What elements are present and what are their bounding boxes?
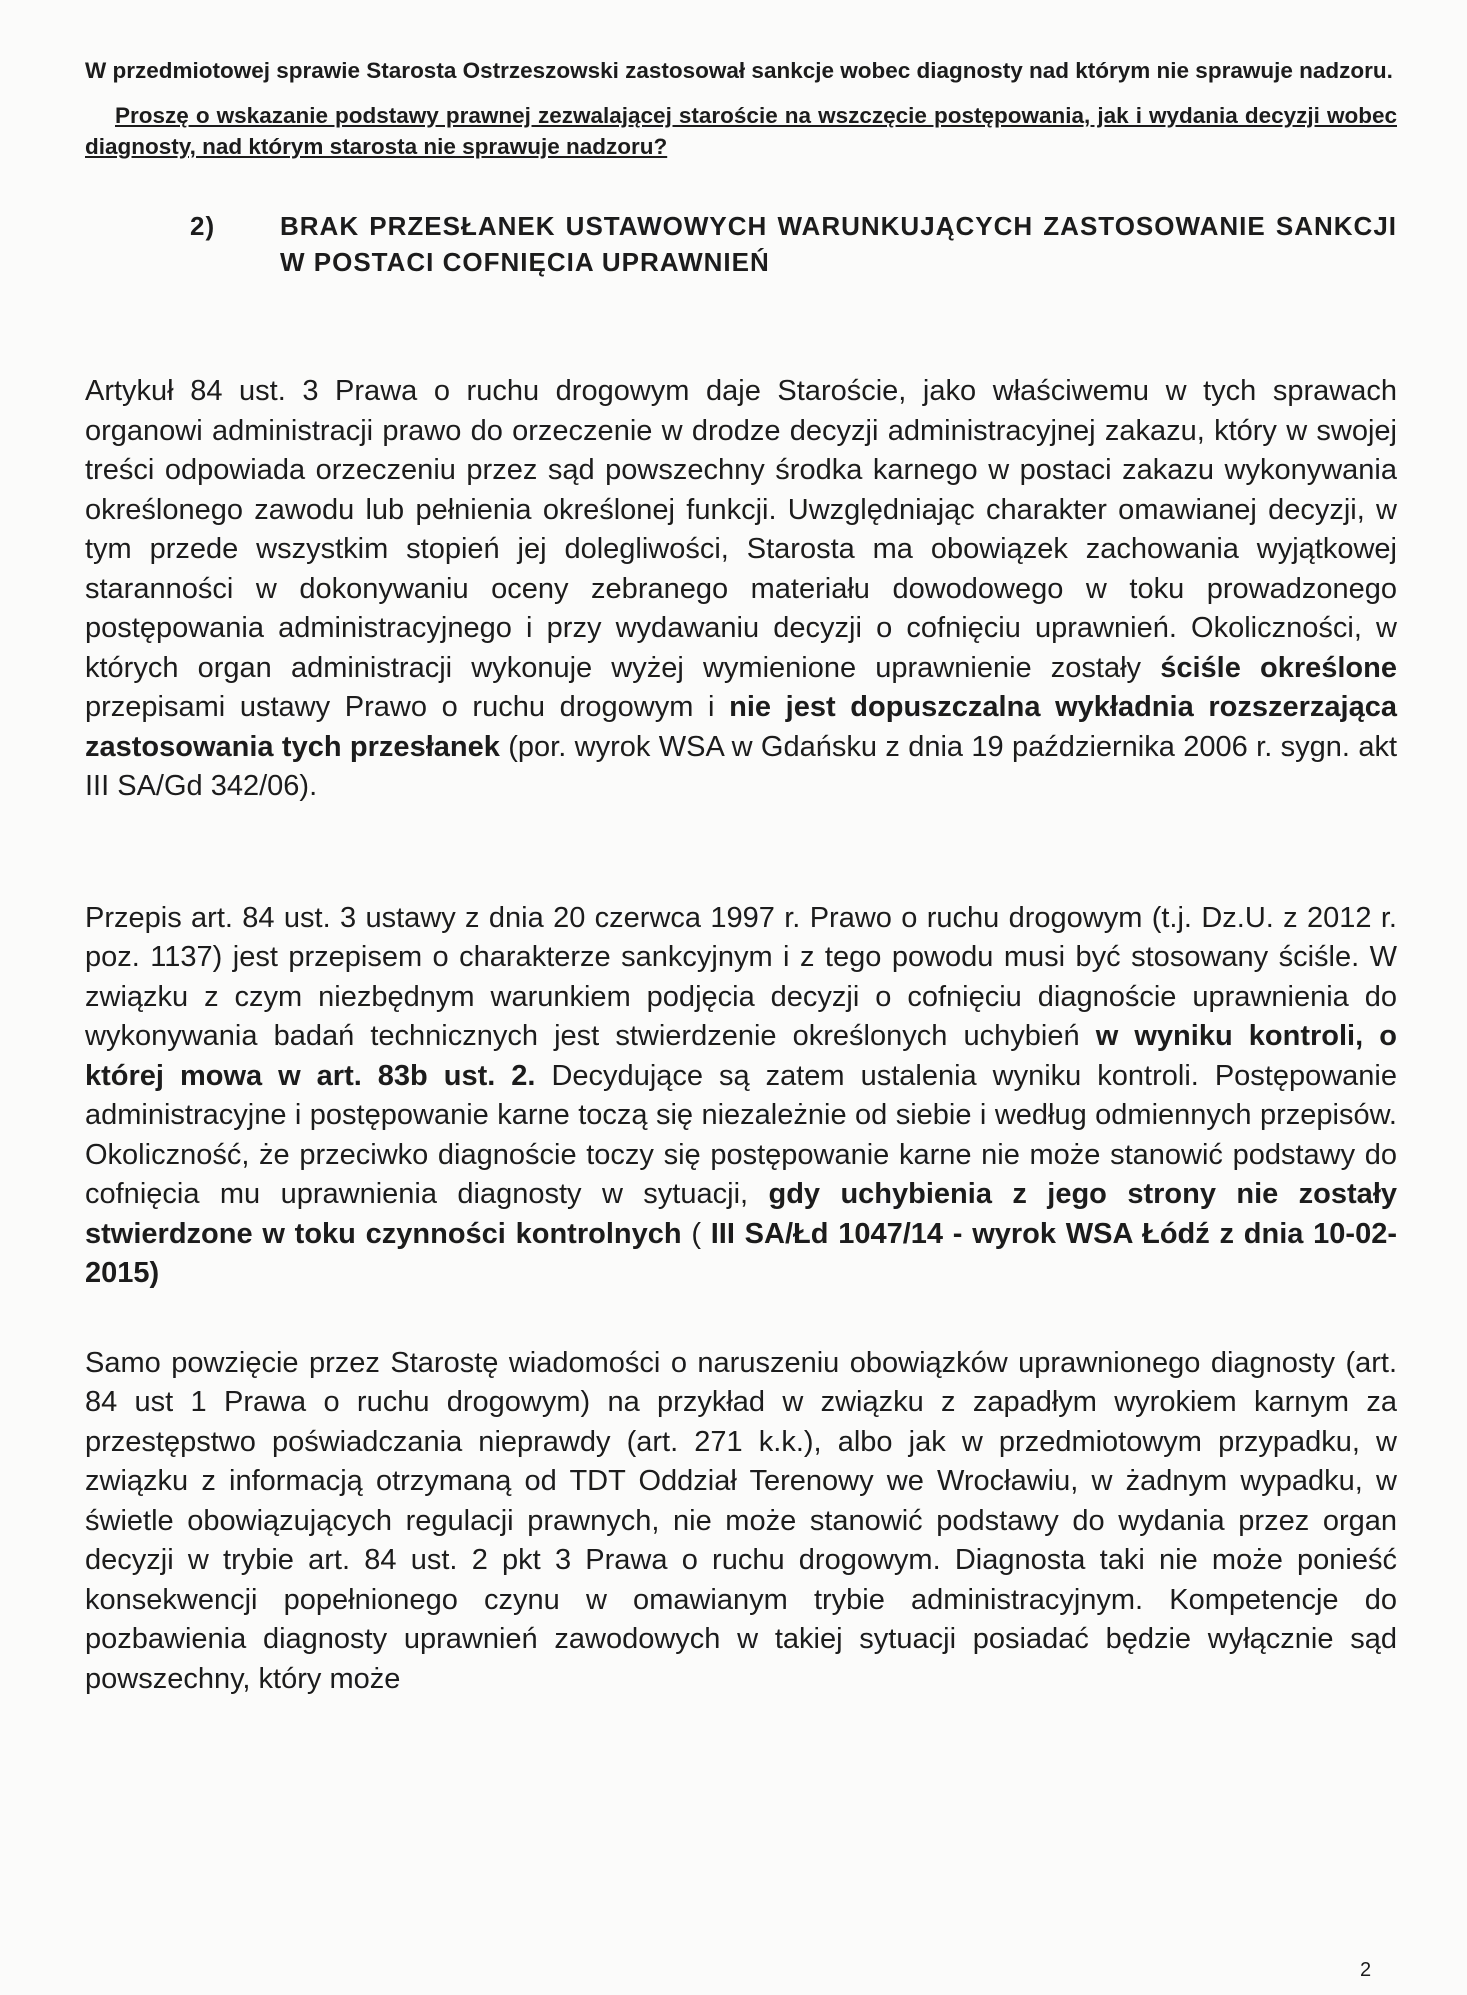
intro-paragraph: W przedmiotowej sprawie Starosta Ostrzeszowski zastosował sankcje wobec diagnosty nad którym nie sprawuje nadzoru. bbox=[85, 58, 1393, 83]
paragraph-article-84 bbox=[85, 372, 1397, 807]
paragraph2-bold-2: gdy uchybienia z jego strony nie zostały stwierdzone w toku czynności kontrolnych bbox=[85, 1178, 1397, 1250]
document-body bbox=[85, 56, 1397, 1699]
paragraph1-text-2: przepisami ustawy Prawo o ruchu drogowym i bbox=[85, 691, 730, 723]
section-heading bbox=[190, 208, 1397, 280]
paragraph2-text-3: ( bbox=[681, 1217, 711, 1250]
paragraph1-bold-1: ściśle określone bbox=[1160, 651, 1397, 684]
paragraph1-bold-2: nie jest dopuszczalna wykładnia rozszerzająca zastosowania tych przesłanek bbox=[85, 691, 1397, 763]
paragraph1-text-3: (por. wyrok WSA w Gdańsku z dnia 19 października 2006 r. sygn. akt III SA/Gd 342/06). bbox=[85, 730, 1397, 802]
paragraph-sanction-rule bbox=[85, 899, 1397, 1294]
paragraph2-bold-1: w wyniku kontroli, o której mowa w art. 83b ust. 2. bbox=[85, 1020, 1398, 1092]
paragraph1-text-1: Artykuł 84 ust. 3 Prawa o ruchu drogowym daje Staroście, jako właściwemu w tych sprawach organowi administracji prawo do orzeczenie w drodze decyzji administracyjnej zakazu, który w swojej treści odpowiada orzeczeniu przez sąd powszechny środka karnego w postaci zakazu wykonywania określonego zawodu lub pełnienia określonej funkcji. Uwzględniając charakter omawianej decyzji, w tym przede wszystkim stopień jej dolegliwości, Starosta ma obowiązek zachowania wyjątkowej staranności w dokonywaniu oceny zebranego materiału dowodowego w toku prowadzonego postępowania administracyjnego i przy wydawaniu decyzji o cofnięciu uprawnień. Okoliczności, w których organ administracji wykonuje wyżej wymienione uprawnienie zostały bbox=[85, 375, 1397, 684]
paragraph2-text-1: Przepis art. 84 ust. 3 ustawy z dnia 20 czerwca 1997 r. Prawo o ruchu drogowym (t.j. Dz.U. z 2012 r. poz. 1137) jest przepisem o charakterze sankcyjnym i z tego powodu musi być stosowany ściśle. W związku z czym niezbędnym warunkiem podjęcia decyzji o cofnięciu diagnoście uprawnienia do wykonywania badań technicznych jest stwierdzenie określonych uchybień bbox=[85, 901, 1397, 1052]
page-number: 2 bbox=[1360, 1959, 1372, 1981]
paragraph2-bold-3: III SA/Łd 1047/14 - wyrok WSA Łódź z dnia 10-02-2015) bbox=[85, 1217, 1397, 1289]
paragraph2-text-2: Decydujące są zatem ustalenia wyniku kontroli. Postępowanie administracyjne i postępowanie karne toczą się niezależnie od siebie i według odmiennych przepisów. Okoliczność, że przeciwko diagnoście toczy się postępowanie karne nie może stanowić podstawy do cofnięcia mu uprawnienia diagnosty w sytuacji, bbox=[85, 1059, 1398, 1210]
section-number: 2) bbox=[190, 211, 216, 241]
paragraph-competence: Samo powzięcie przez Starostę wiadomości o naruszeniu obowiązków uprawnionego diagnosty (art. 84 ust 1 Prawa o ruchu drogowym) na przykład w związku z zapadłym wyrokiem karnym za przestępstwo poświadczania nieprawdy (art. 271 k.k.), albo jak w przedmiotowym przypadku, w związku z informacją otrzymaną od TDT Oddział Terenowy we Wrocławiu, w żadnym wypadku, w świetle obowiązujących regulacji prawnych, nie może stanowić podstawy do wydania przez organ decyzji w trybie art. 84 ust. 2 pkt 3 Prawa o ruchu drogowym. Diagnosta taki nie może ponieść konsekwencji popełnionego czynu w omawianym trybie administracyjnym. Kompetencje do pozbawienia diagnosty uprawnień zawodowych w takiej sytuacji posiadać będzie wyłącznie sąd powszechny, który może bbox=[85, 1346, 1397, 1695]
section-title: BRAK PRZESŁANEK USTAWOWYCH WARUNKUJĄCYCH ZASTOSOWANIE SANKCJI W POSTACI COFNIĘCIA UPRAWNIEŃ bbox=[280, 211, 1397, 277]
question-paragraph: Proszę o wskazanie podstawy prawnej zezwalającej staroście na wszczęcie postępowania, jak i wydania decyzji wobec diagnosty, nad którym starosta nie sprawuje nadzoru? bbox=[85, 103, 1397, 159]
